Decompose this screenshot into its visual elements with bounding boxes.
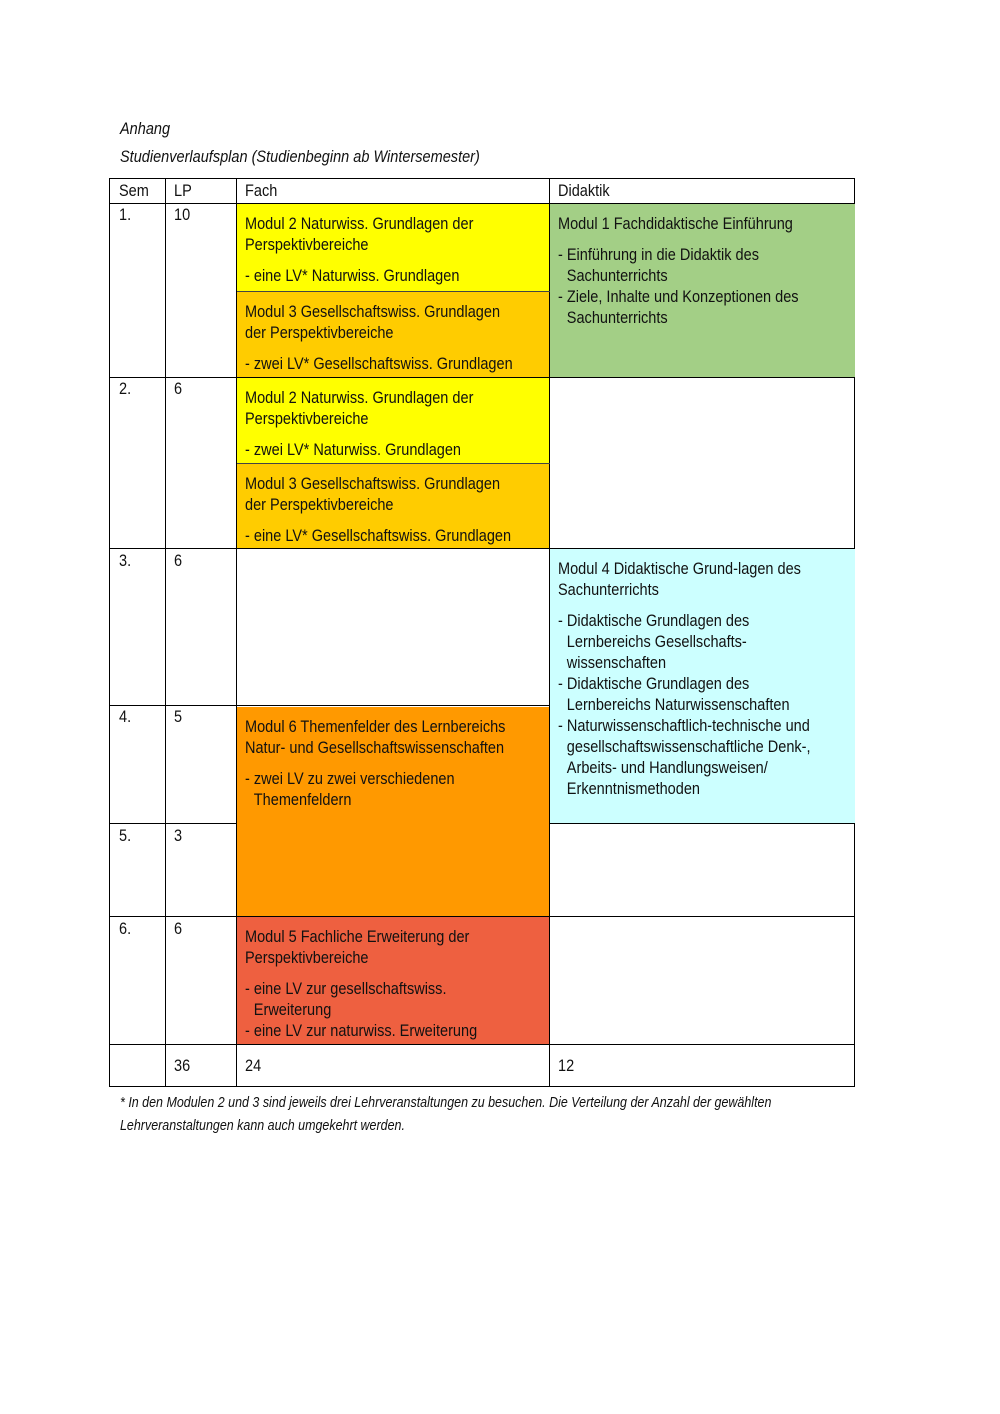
- fach-cell-modul2-sem1: [237, 204, 550, 292]
- semester-label: 2.: [119, 380, 132, 398]
- row-divider: [110, 203, 854, 204]
- lp-value: 10: [174, 206, 191, 224]
- row-divider: [110, 916, 854, 917]
- footnote-line: * In den Modulen 2 und 3 sind jeweils drei Lehrveranstaltungen zu besuchen. Die Verteilung der Anzahl der gewählten: [120, 1095, 772, 1111]
- didaktik-block: Modul 4 Didaktische Grund-lagen des Sachunterrichts - Didaktische Grundlagen des Lernbereichs Gesellschafts- wissenschaften - Didaktische Grundlagen des Lernbereichs Naturwissenschaften - Naturwissenschaftlich-technische und gesellschaftswissenschaftliche Denk-, Arbeits- und Handlungsweisen/ Erkenntnismethoden: [558, 560, 811, 798]
- header-fach: Fach: [245, 182, 278, 200]
- row-divider: [237, 291, 550, 292]
- lp-value: 5: [174, 708, 183, 726]
- footnote: [120, 1092, 771, 1138]
- fach-block: Modul 3 Gesellschaftswiss. Grundlagen der Perspektivbereiche - zwei LV* Gesellschaftswiss. Grundlagen: [245, 303, 513, 373]
- row-divider: [237, 463, 550, 464]
- lp-value: 6: [174, 920, 183, 938]
- page-title: Anhang: [120, 120, 171, 138]
- row-divider: [550, 823, 855, 824]
- page-subtitle: Studienverlaufsplan (Studienbeginn ab Wintersemester): [120, 148, 480, 166]
- semester-label: 3.: [119, 552, 132, 570]
- total-fach: 24: [245, 1057, 262, 1075]
- fach-cell-modul6: [237, 707, 550, 917]
- fach-block: Modul 2 Naturwiss. Grundlagen der Perspektivbereiche - zwei LV* Naturwiss. Grundlagen: [245, 389, 474, 459]
- row-divider: [110, 823, 237, 824]
- row-divider: [110, 1044, 854, 1045]
- didaktik-cell-modul4: [550, 549, 855, 824]
- didaktik-block: Modul 1 Fachdidaktische Einführung - Einführung in die Didaktik des Sachunterrichts - Ziele, Inhalte und Konzeptionen des Sachunterrichts: [558, 215, 799, 327]
- fach-cell-modul2-sem2: [237, 378, 550, 464]
- fach-cell-modul3-sem2: [237, 464, 550, 549]
- semester-label: 1.: [119, 206, 132, 224]
- column-divider: [236, 179, 237, 1086]
- row-divider: [110, 548, 854, 549]
- total-lp: 36: [174, 1057, 191, 1075]
- header-sem: Sem: [119, 182, 149, 200]
- fach-block: Modul 5 Fachliche Erweiterung der Perspektivbereiche - eine LV zur gesellschaftswiss. Erweiterung - eine LV zur naturwiss. Erweiterung: [245, 928, 478, 1040]
- lp-value: 6: [174, 552, 183, 570]
- row-divider: [110, 377, 854, 378]
- fach-cell-modul3-sem1: [237, 292, 550, 377]
- semester-label: 5.: [119, 827, 132, 845]
- fach-block: Modul 2 Naturwiss. Grundlagen der Perspektivbereiche - eine LV* Naturwiss. Grundlagen: [245, 215, 474, 285]
- fach-cell-modul5: [237, 917, 550, 1044]
- lp-value: 3: [174, 827, 183, 845]
- footnote-line: Lehrveranstaltungen kann auch umgekehrt werden.: [120, 1118, 405, 1134]
- semester-label: 4.: [119, 708, 132, 726]
- total-didaktik: 12: [558, 1057, 575, 1075]
- row-divider: [110, 705, 550, 706]
- header-didaktik: Didaktik: [558, 182, 610, 200]
- column-divider: [165, 179, 166, 1086]
- didaktik-cell-modul1: [550, 204, 855, 377]
- fach-block: Modul 6 Themenfelder des Lernbereichs Natur- und Gesellschaftswissenschaften - zwei LV zu zwei verschiedenen Themenfeldern: [245, 718, 506, 809]
- semester-label: 6.: [119, 920, 132, 938]
- study-plan-table: [109, 178, 855, 1087]
- fach-block: Modul 3 Gesellschaftswiss. Grundlagen der Perspektivbereiche - eine LV* Gesellschaftswiss. Grundlagen: [245, 475, 512, 545]
- column-divider: [549, 179, 550, 1086]
- header-lp: LP: [174, 182, 192, 200]
- lp-value: 6: [174, 380, 183, 398]
